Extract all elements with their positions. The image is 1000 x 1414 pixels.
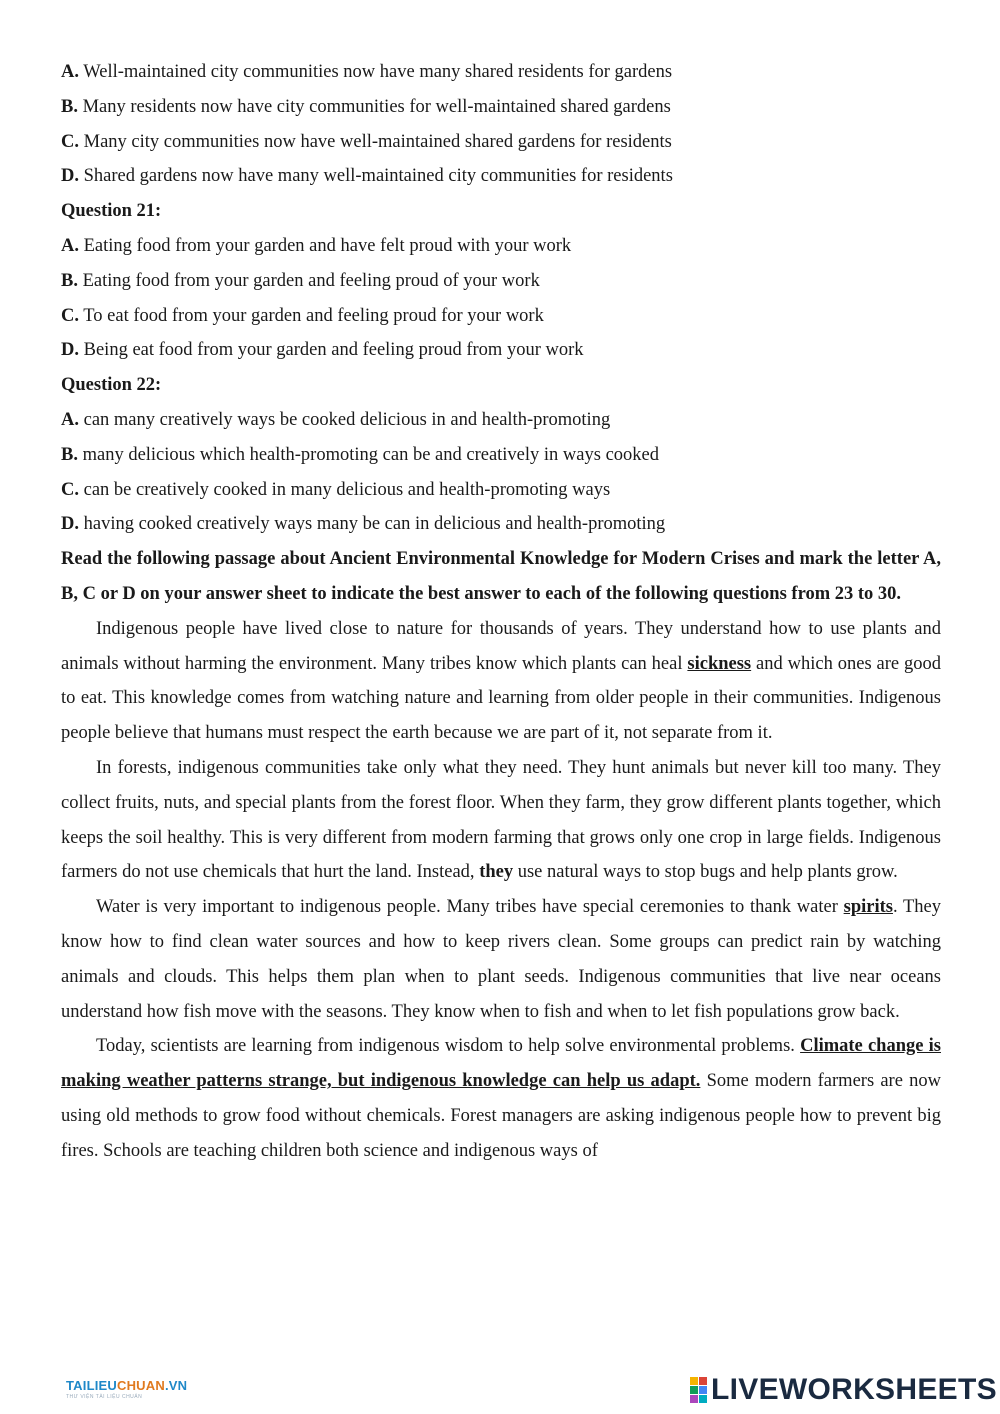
liveworksheets-brand-text: LIVEWORKSHEETS [711,1373,997,1406]
passage-paragraph-4: Today, scientists are learning from indigenous wisdom to help solve environmental problems. Climate change is making weather patterns strange, but indigenous knowledge can help us adapt. Some modern farmers are now using old methods to grow food without chemicals. Forest managers are asking indigenous people how to prevent big fires. Schools are teaching children both science and indigenous ways of [61,1036,941,1161]
highlighted-word-spirits: spirits [843,897,893,918]
option-b: B. many delicious which health-promoting can be and creatively in ways cooked [61,444,659,465]
document-body [61,55,941,1169]
option-d: D. having cooked creatively ways many be can in delicious and health-promoting [61,514,666,535]
option-c: C. can be creatively cooked in many delicious and health-promoting ways [61,479,611,500]
liveworksheets-logo [690,1372,997,1408]
passage-paragraph-3: Water is very important to indigenous people. Many tribes have special ceremonies to thank water spirits. They know how to find clean water sources and how to keep rivers clean. Some groups can predict rain by watching animals and clouds. This helps them plan when to plant seeds. Indigenous communities that live near oceans understand how fish move with the seasons. They know when to fish and when to let fish populations grow back. [61,897,941,1022]
question-21-options [61,229,941,368]
option-a: A. Well-maintained city communities now have many shared residents for gardens [61,62,673,82]
question-22-heading: Question 22: [61,375,162,396]
option-b: B. Many residents now have city communities for well-maintained shared gardens [61,96,671,117]
passage-paragraph-2: In forests, indigenous communities take only what they need. They hunt animals but never kill too many. They collect fruits, nuts, and special plants from the forest floor. When they farm, they grow different plants together, which keeps the soil healthy. This is very different from modern farming that grows only one crop in large fields. Indigenous farmers do not use chemicals that hurt the land. Instead, they use natural ways to stop bugs and help plants grow. [61,757,941,883]
option-c: C. To eat food from your garden and feeling proud for your work [61,305,544,326]
question-20-options [61,55,941,194]
question-22-options [61,403,941,542]
highlighted-sentence-climate-change: Climate change is making weather patterns strange, but indigenous knowledge can help us adapt. [61,1036,941,1092]
option-a: A. Eating food from your garden and have felt proud with your work [61,235,572,256]
reading-instruction: Read the following passage about Ancient Environmental Knowledge for Modern Crises and mark the letter A, B, C or D on your answer sheet to indicate the best answer to each of the following questions from 23 to 30. [61,549,941,604]
question-21-heading: Question 21: [61,201,162,222]
option-a: A. can many creatively ways be cooked delicious in and health-promoting [61,409,611,430]
liveworksheets-grid-icon [690,1377,707,1403]
option-b: B. Eating food from your garden and feeling proud of your work [61,270,540,291]
option-d: D. Shared gardens now have many well-maintained city communities for residents [61,166,673,187]
option-d: D. Being eat food from your garden and feeling proud from your work [61,340,584,361]
passage-paragraph-1: Indigenous people have lived close to nature for thousands of years. They understand how to use plants and animals without harming the environment. Many tribes know which plants can heal sickness and which ones are good to eat. This knowledge comes from watching nature and learning from older people in their communities. Indigenous people believe that humans must respect the earth because we are part of it, not separate from it. [61,618,942,744]
tailieuchuan-logo: TAILIEUCHUAN.VN THƯ VIỆN TÀI LIỆU CHUẨN [66,1378,188,1400]
option-c: C. Many city communities now have well-maintained shared gardens for residents [61,131,672,152]
highlighted-word-sickness: sickness [687,653,752,674]
highlighted-word-they: they [479,862,514,883]
